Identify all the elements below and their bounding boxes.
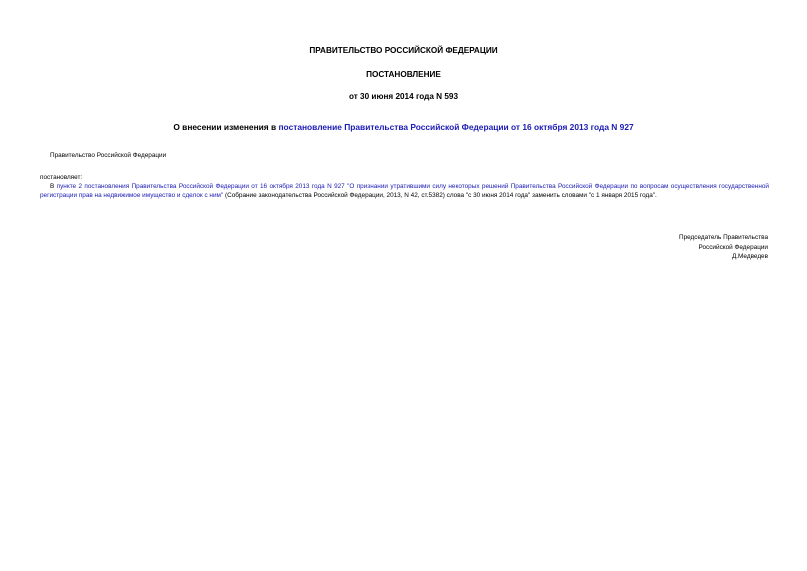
- signature-name: Д.Медведев: [731, 253, 768, 261]
- document-subject: [0, 122, 807, 132]
- government-title: ПРАВИТЕЛЬСТВО РОССИЙСКОЙ ФЕДЕРАЦИИ: [309, 46, 498, 55]
- signature-organization: Российской Федерации: [698, 243, 768, 251]
- main-paragraph: [40, 182, 769, 200]
- paragraph-rest: (Собрание законодательства Российской Федерации, 2013, N 42, ст.5382) слова "с 30 июня 2014 года" заменить словами "с 1 января 2015 года".: [223, 192, 657, 200]
- paragraph-link[interactable]: пункте 2 постановления Правительства Российской Федерации от 16 октября 2013 года N 927 "О признании утратившими силу некоторых решений Правительства Российской Федерации по вопросам осуществления государственной регистрации прав на недвижимое имущество и сделок с ним": [40, 183, 769, 200]
- paragraph-prefix: В: [50, 183, 57, 190]
- document-type: ПОСТАНОВЛЕНИЕ: [366, 70, 441, 79]
- preamble-text: Правительство Российской Федерации: [50, 152, 167, 159]
- subject-link[interactable]: постановление Правительства Российской Федерации от 16 октября 2013 года N 927: [278, 122, 634, 132]
- subject-prefix: О внесении изменения в: [173, 122, 279, 132]
- signature-block: [679, 233, 768, 262]
- decree-word: постановляет:: [40, 174, 83, 181]
- signature-position: Председатель Правительства: [679, 234, 768, 241]
- document-date-number: от 30 июня 2014 года N 593: [348, 92, 459, 101]
